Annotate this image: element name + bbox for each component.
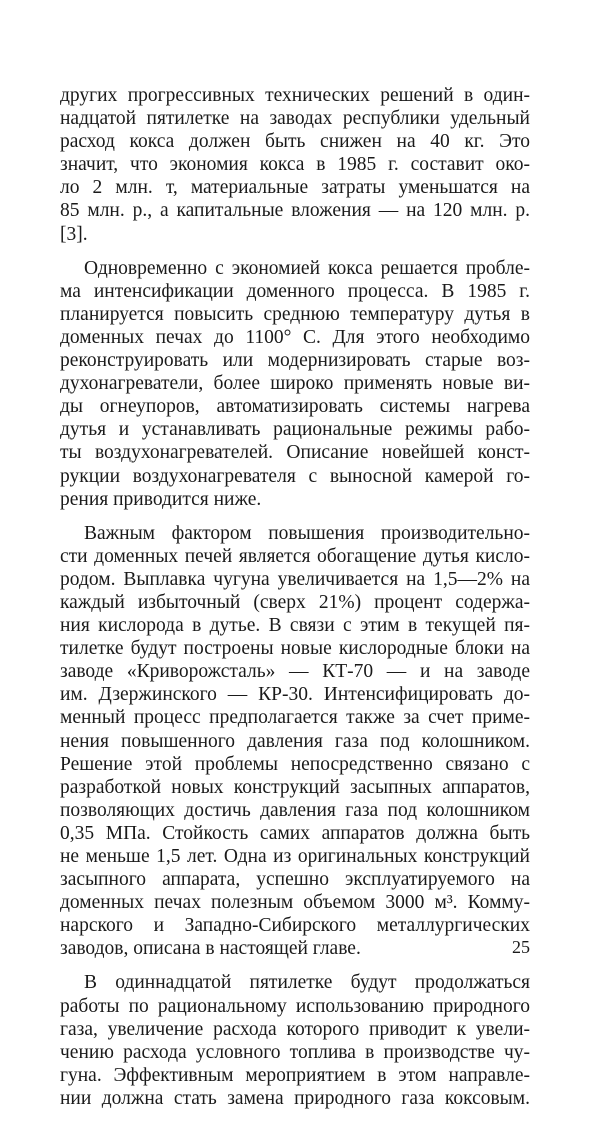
text-line: планируется повысить среднюю температуру дутья в — [60, 303, 530, 325]
text-line: чению расхода условного топлива в производстве чу- — [60, 1041, 530, 1063]
text-line: Решение этой проблемы непосредственно связано с — [60, 753, 530, 775]
text-line: расход кокса должен быть снижен на 40 кг. Это — [60, 131, 530, 153]
text-line: заводе «Криворожсталь» — КТ-70 — и на заводе — [60, 661, 530, 683]
text-line: рения приводится ниже. — [60, 488, 262, 510]
paragraph-1 — [60, 84, 530, 246]
text-line: рукции воздухонагревателя с выносной камерой го- — [60, 465, 530, 487]
text-line: нии должна стать замена природного газа коксовым. — [60, 1087, 530, 1109]
text-line: дутья и устанавливать рациональные режимы рабо- — [60, 419, 530, 441]
text-line: Важным фактором повышения производительно- — [84, 522, 530, 544]
text-line: гуна. Эффективным мероприятием в этом направле- — [60, 1064, 530, 1086]
text-line: ды огнеупоров, автоматизировать системы нагрева — [60, 396, 530, 418]
page-body — [60, 84, 530, 1121]
text-line: других прогрессивных технических решений в один- — [60, 85, 530, 106]
text-line: ма интенсификации доменного процесса. В 1985 г. — [60, 280, 530, 302]
paragraph-2 — [60, 257, 530, 511]
text-line: позволяющих достичь давления газа под колошником — [60, 799, 530, 821]
text-line: разработкой новых конструкций засыпных аппаратов, — [60, 776, 530, 798]
text-line: менный процесс предполагается также за счет приме- — [60, 707, 530, 729]
page-number: 25 — [512, 937, 530, 957]
text-line: В одиннадцатой пятилетке будут продолжаться — [84, 972, 530, 994]
text-line: 0,35 МПа. Стойкость самих аппаратов должна быть — [60, 822, 530, 844]
text-line: родом. Выплавка чугуна увеличивается на 1,5—2% на — [60, 568, 530, 590]
text-line: надцатой пятилетке на заводах республики удельный — [60, 108, 530, 130]
text-line: духонагреватели, более широко применять новые ви- — [60, 373, 530, 395]
text-line: доменных печах до 1100° С. Для этого необходимо — [60, 326, 530, 348]
text-line: ты воздухонагревателей. Описание новейшей конст- — [60, 442, 530, 464]
text-line: реконструировать или модернизировать старые воз- — [60, 350, 530, 372]
text-line: сти доменных печей является обогащение дутья кисло- — [60, 545, 530, 567]
text-line: 85 млн. р., а капитальные вложения — на 120 млн. р. — [60, 200, 530, 222]
text-line: Одновременно с экономией кокса решается пробле- — [84, 257, 530, 279]
text-line: ния кислорода в дутье. В связи с этим в текущей пя- — [60, 615, 530, 637]
text-line: каждый избыточный (сверх 21%) процент содержа- — [60, 591, 530, 613]
paragraph-3 — [60, 522, 530, 961]
text-line: работы по рациональному использованию природного — [60, 995, 530, 1017]
text-line: доменных печах полезным объемом 3000 м³. Комму- — [60, 892, 530, 914]
text-line: им. Дзержинского — КР-30. Интенсифицировать до- — [60, 684, 530, 706]
paragraph-4 — [60, 971, 530, 1110]
text-line: ло 2 млн. т, материальные затраты уменьшатся на — [60, 177, 530, 199]
text-line: нения повышенного давления газа под колошником. — [60, 730, 530, 752]
text-line: значит, что экономия кокса в 1985 г. составит око- — [60, 154, 530, 176]
text-line: тилетке будут построены новые кислородные блоки на — [60, 638, 530, 660]
text-line: не меньше 1,5 лет. Одна из оригинальных конструкций — [60, 846, 530, 867]
text-line: газа, увеличение расхода которого приводит к увели- — [60, 1018, 530, 1040]
text-line: заводов, описана в настоящей главе. — [60, 938, 361, 960]
text-line: нарского и Западно-Сибирского металлургических — [60, 915, 530, 937]
text-line: [3]. — [60, 223, 88, 245]
text-line: засыпного аппарата, успешно эксплуатируемого на — [60, 869, 530, 891]
